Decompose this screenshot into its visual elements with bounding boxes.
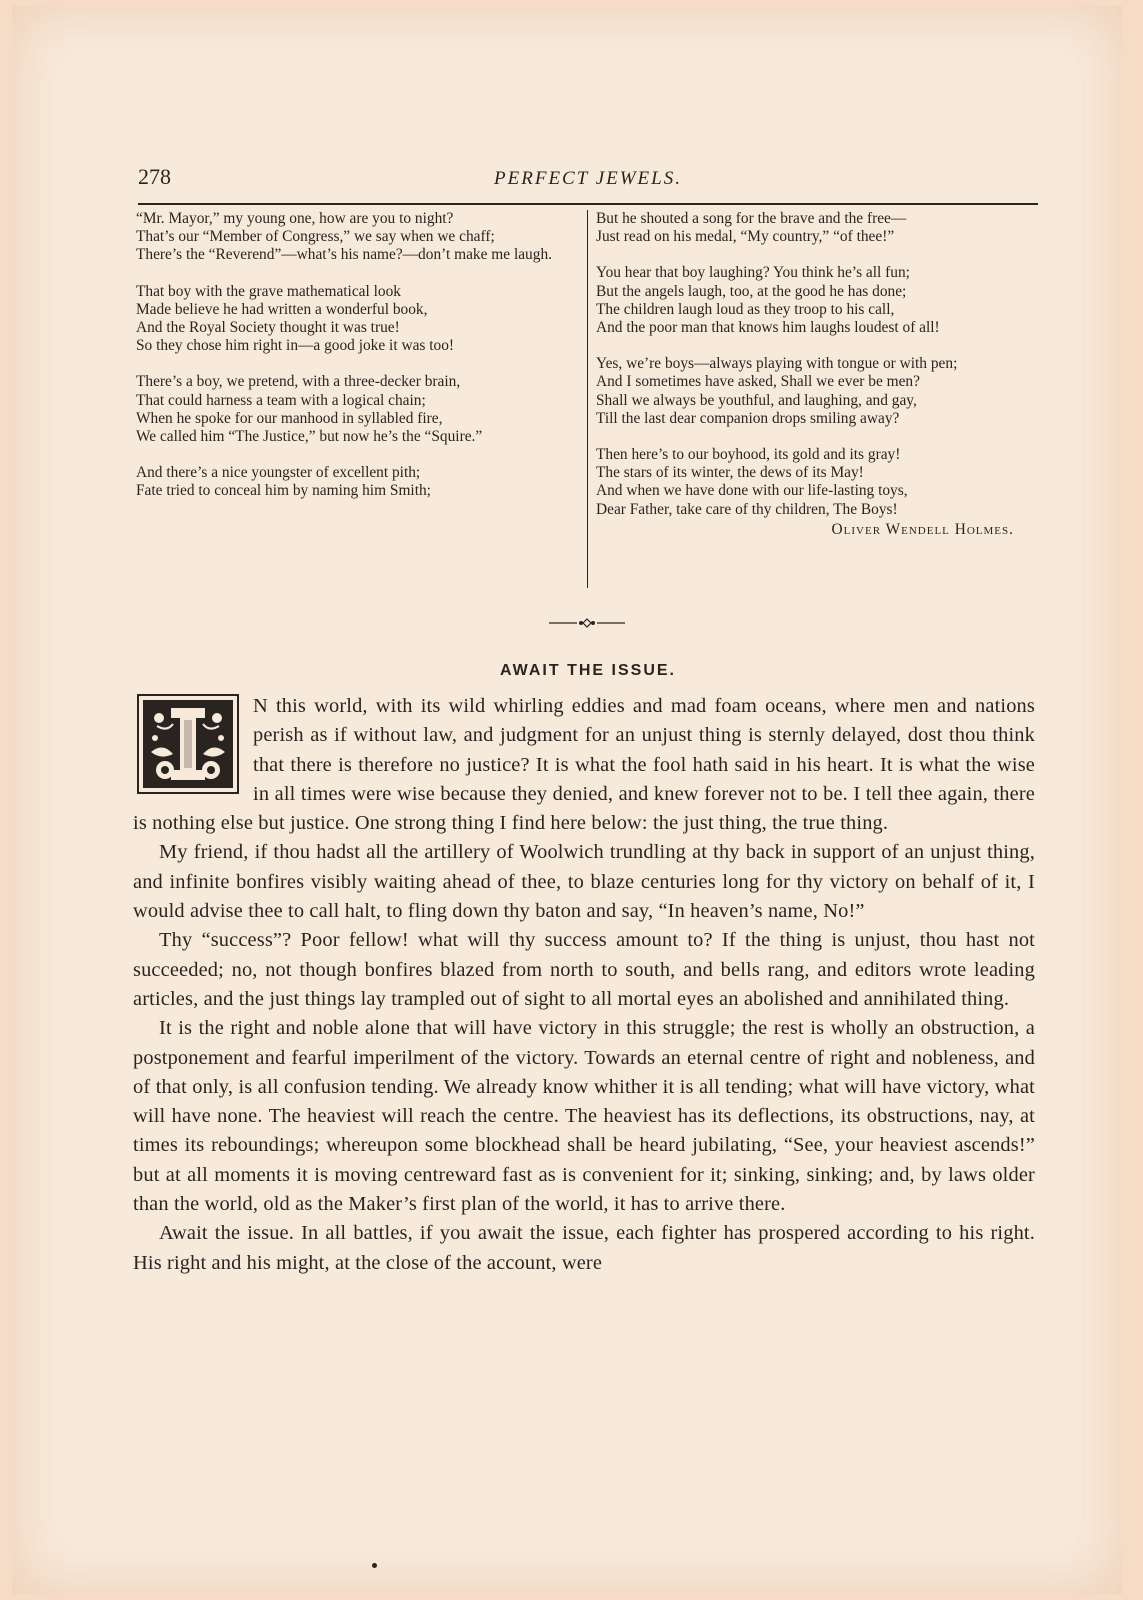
poem-right-column (596, 210, 1036, 539)
verse-line: And the Royal Society thought it was true! (136, 319, 400, 337)
poem-left-column (136, 210, 576, 519)
verse-line: So they chose him right in—a good joke it was too! (136, 337, 455, 355)
drop-cap-initial (137, 694, 239, 794)
left-stanza (136, 210, 576, 265)
verse-line: And the poor man that knows him laughs loudest of all! (596, 319, 940, 337)
verse-line: Yes, we’re boys—always playing with tongue or with pen; (596, 355, 958, 373)
running-header (138, 160, 1038, 200)
verse-line: Till the last dear companion drops smiling away? (596, 409, 900, 427)
article-title: AWAIT THE ISSUE. (499, 662, 676, 679)
section-ornament (549, 617, 625, 629)
right-stanza (596, 264, 1036, 337)
verse-line: You hear that boy laughing? You think he’s all fun; (596, 264, 910, 282)
verse-line: But the angels laugh, too, at the good he has done; (596, 282, 907, 300)
left-stanza (136, 373, 576, 446)
verse-line: Just read on his medal, “My country,” “of thee!” (596, 228, 895, 246)
left-stanza (136, 464, 576, 500)
first-paragraph-text: N this world, with its wild whirling eddies and mad foam oceans, where men and nations perish as if without law, and judgment for an unjust thing is sternly delayed, dost thou think that there is therefore no justice? It is what the fool hath said in his heart. It is what the wise in all times were wise because they denied, and knew forever not to be. I tell thee again, there is nothing else but justice. One strong thing I find here below: the just thing, the true thing. (133, 695, 1035, 835)
paragraph-3: Thy “success”? Poor fellow! what will thy success amount to? If the thing is unjust, thou hast not succeeded; no, not though bonfires blazed from north to south, and bells rang, and editors wrote leading articles, and the just things lay trampled out of sight to all mortal eyes an abolished and annihilated thing. (133, 929, 1035, 1010)
verse-line: When he spoke for our manhood in syllabled fire, (136, 409, 443, 427)
verse-line: But he shouted a song for the brave and the free— (596, 210, 907, 227)
paragraph-4: It is the right and noble alone that will have victory in this struggle; the rest is wholly an obstruction, a postponement and fearful imperilment of the victory. Towards an eternal centre of right and nobleness, and of that only, is all confusion tending. We already know whither it is all tending; what will have victory, what will have none. The heaviest will reach the centre. The heaviest has its deflections, its obstructions, nay, at times its reboundings; whereupon some blockhead shall be heard jubilating, “See, your heaviest ascends!” but at all moments it is moving centreward fast as is convenient for it; sinking, sinking; and, by laws older than the world, old as the Maker’s first plan of the world, it has to arrive there. (133, 1017, 1035, 1216)
verse-line: That boy with the grave mathematical look (136, 282, 401, 300)
header-rule (138, 203, 1038, 205)
verse-line: And I sometimes have asked, Shall we ever be men? (596, 373, 920, 391)
first-paragraph (133, 692, 1035, 838)
verse-line: There’s a boy, we pretend, with a three-decker brain, (136, 373, 461, 391)
page-number: 278 (138, 164, 171, 189)
verse-line: The children laugh loud as they troop to his call, (596, 300, 895, 318)
paragraph-5: Await the issue. In all battles, if you await the issue, each fighter has prospered according to his right. His right and his might, at the close of the account, were (133, 1222, 1035, 1274)
verse-line: Fate tried to conceal him by naming him Smith; (136, 482, 431, 500)
verse-line: Dear Father, take care of thy children, The Boys! (596, 500, 898, 518)
right-stanza (596, 355, 1036, 428)
poem-author: Oliver Wendell Holmes. (831, 520, 1014, 538)
verse-line: Made believe he had written a wonderful book, (136, 300, 428, 318)
verse-line: There’s the “Reverend”—what’s his name?—don’t make me laugh. (136, 246, 552, 264)
paper-speck (372, 1563, 377, 1568)
right-stanza (596, 446, 1036, 519)
running-title: PERFECT JEWELS. (494, 168, 682, 189)
column-divider (587, 210, 588, 588)
verse-line: And there’s a nice youngster of excellent pith; (136, 464, 421, 482)
left-stanza (136, 283, 576, 356)
verse-line: And when we have done with our life-lasting toys, (596, 482, 908, 500)
verse-line: That could harness a team with a logical chain; (136, 391, 426, 409)
verse-line: “Mr. Mayor,” my young one, how are you to night? (136, 210, 454, 227)
article-body (133, 692, 1035, 1278)
verse-line: Shall we always be youthful, and laughing, and gay, (596, 391, 917, 409)
verse-line: The stars of its winter, the dews of its May! (596, 464, 864, 482)
paragraph-2: My friend, if thou hadst all the artillery of Woolwich trundling at thy back in support of an unjust thing, and infinite bonfires visibly waiting ahead of thee, to blaze centuries long for thy victory on behalf of it, I would advise thee to call halt, to fling down thy baton and say, “In heaven’s name, No!” (133, 841, 1035, 923)
right-stanza (596, 210, 1036, 246)
verse-line: We called him “The Justice,” but now he’s the “Squire.” (136, 428, 483, 446)
verse-line: That’s our “Member of Congress,” we say when we chaff; (136, 228, 495, 246)
verse-line: Then here’s to our boyhood, its gold and its gray! (596, 446, 901, 464)
